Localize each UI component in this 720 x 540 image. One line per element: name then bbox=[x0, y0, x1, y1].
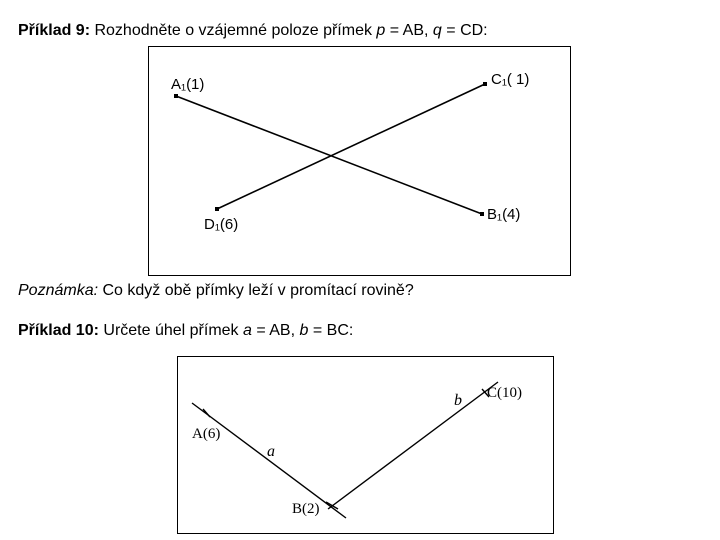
note-label: Poznámka: bbox=[18, 282, 99, 299]
figure-10-drawing bbox=[178, 357, 553, 533]
label-d1: D₁(6) bbox=[204, 216, 239, 233]
var-b: b bbox=[299, 322, 309, 339]
var-a: a bbox=[243, 322, 252, 339]
eq-p: = AB, bbox=[385, 22, 433, 39]
point-a1 bbox=[174, 94, 178, 98]
eq-a: = AB, bbox=[251, 322, 300, 339]
eq-q: = CD: bbox=[441, 22, 488, 39]
label-a1: A₁(1) bbox=[171, 76, 205, 93]
label-point-b: B(2) bbox=[292, 501, 320, 517]
example-10-prompt bbox=[18, 321, 353, 341]
label-point-c: C(10) bbox=[487, 385, 522, 401]
label-c1: C₁( 1) bbox=[491, 71, 530, 88]
note-text: Co když obě přímky leží v promítací rovině? bbox=[98, 282, 414, 299]
label-b1: B₁(4) bbox=[487, 206, 521, 223]
label-point-a: A(6) bbox=[192, 426, 221, 442]
var-p: p bbox=[376, 22, 386, 39]
var-q: q bbox=[432, 22, 442, 39]
point-d1 bbox=[215, 207, 219, 211]
label-line-b: b bbox=[454, 392, 462, 409]
example-10-heading: Příklad 10: bbox=[18, 322, 99, 339]
figure-9 bbox=[148, 46, 571, 276]
line-q bbox=[217, 84, 485, 209]
point-c1 bbox=[483, 82, 487, 86]
figure-9-drawing bbox=[149, 47, 570, 275]
example-9-heading: Příklad 9: bbox=[18, 22, 91, 39]
line-p bbox=[176, 96, 482, 214]
example-10-text: Určete úhel přímek bbox=[98, 322, 243, 339]
eq-b: = BC: bbox=[308, 322, 354, 339]
point-b1 bbox=[480, 212, 484, 216]
line-a bbox=[192, 403, 346, 518]
example-9-text: Rozhodněte o vzájemné poloze přímek bbox=[90, 22, 377, 39]
figure-10 bbox=[177, 356, 554, 534]
line-b bbox=[328, 382, 498, 509]
tick-a bbox=[203, 409, 210, 417]
label-line-a: a bbox=[267, 443, 275, 460]
example-9-prompt bbox=[18, 21, 488, 41]
note bbox=[18, 281, 414, 301]
